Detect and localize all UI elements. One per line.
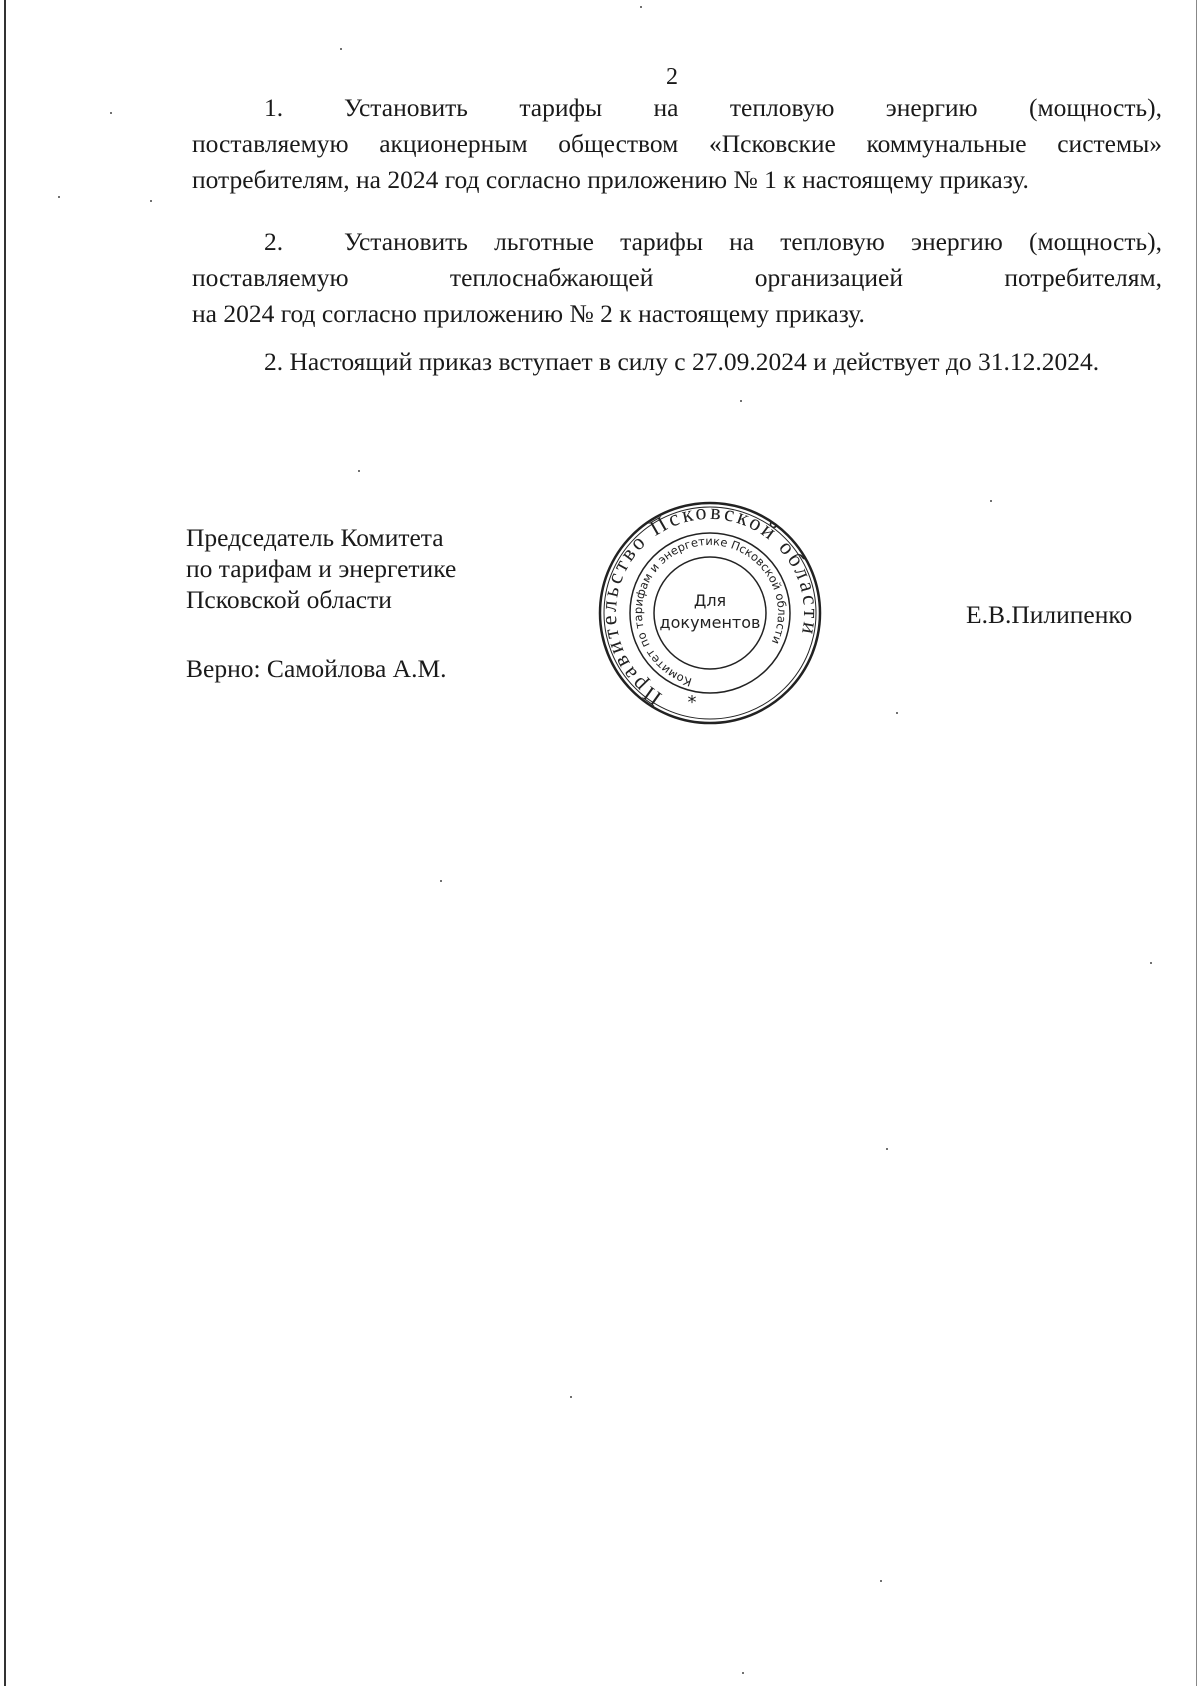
scan-speck <box>340 48 342 50</box>
scan-speck <box>886 1148 888 1150</box>
scan-speck <box>990 500 992 502</box>
scan-speck <box>440 880 442 882</box>
paragraph-2-line-1: 2. Установить льготные тарифы на тепловую энергию (мощность), <box>192 224 1162 260</box>
paragraph-3-number: 2. <box>264 347 284 376</box>
paragraph-1-line-3: потребителям, на 2024 год согласно приложению № 1 к настоящему приказу. <box>192 165 1029 194</box>
paragraph-1-line-2: поставляемую акционерным обществом «Псковские коммунальные системы» <box>192 129 1162 158</box>
scan-speck <box>1150 962 1152 964</box>
stamp-center-line-2: документов <box>659 613 761 632</box>
scan-speck <box>570 1396 572 1398</box>
signer-position <box>186 522 456 615</box>
paragraph-2-number: 2. <box>264 227 284 256</box>
paragraph-1 <box>192 90 1162 198</box>
page-number: 2 <box>666 64 678 90</box>
scan-edge-left <box>0 0 6 1686</box>
signer-position-line-1: Председатель Комитета <box>186 523 444 552</box>
stamp-center-line-1: Для <box>693 591 727 610</box>
scan-speck <box>742 1672 744 1674</box>
scan-speck <box>880 1580 882 1582</box>
paragraph-3-text: Настоящий приказ вступает в силу с 27.09.2024 и действует до 31.12.2024. <box>289 347 1100 376</box>
paragraph-2-line-3: на 2024 год согласно приложению № 2 к настоящему приказу. <box>192 299 865 328</box>
scan-speck <box>896 712 898 714</box>
signer-name: Е.В.Пилипенко <box>966 600 1133 629</box>
certified-copy-note: Верно: Самойлова А.М. <box>186 654 447 683</box>
scan-speck <box>358 470 360 472</box>
paragraph-2 <box>192 224 1162 332</box>
scan-speck <box>110 112 112 114</box>
paragraph-2-line-2: поставляемую теплоснабжающей организацией потребителям, <box>192 263 1162 292</box>
stamp-inner-ring-text: Комитет по тарифам и энергетике Псковской области <box>630 533 790 690</box>
scan-speck <box>640 6 642 8</box>
stamp-star: * <box>687 692 697 713</box>
signer-position-line-3: Псковской области <box>186 585 392 614</box>
paragraph-3 <box>192 344 1162 380</box>
stamp-outer-text: Правительство Псковской области <box>595 498 825 712</box>
paragraph-1-number: 1. <box>264 93 284 122</box>
scan-edge-right <box>1196 0 1200 1686</box>
paragraph-1-line-1: 1. Установить тарифы на тепловую энергию (мощность), <box>192 90 1162 126</box>
official-stamp <box>590 498 830 728</box>
scan-speck <box>150 200 152 202</box>
signer-position-line-2: по тарифам и энергетике <box>186 554 457 583</box>
scan-speck <box>740 400 742 402</box>
scan-speck <box>58 196 60 198</box>
